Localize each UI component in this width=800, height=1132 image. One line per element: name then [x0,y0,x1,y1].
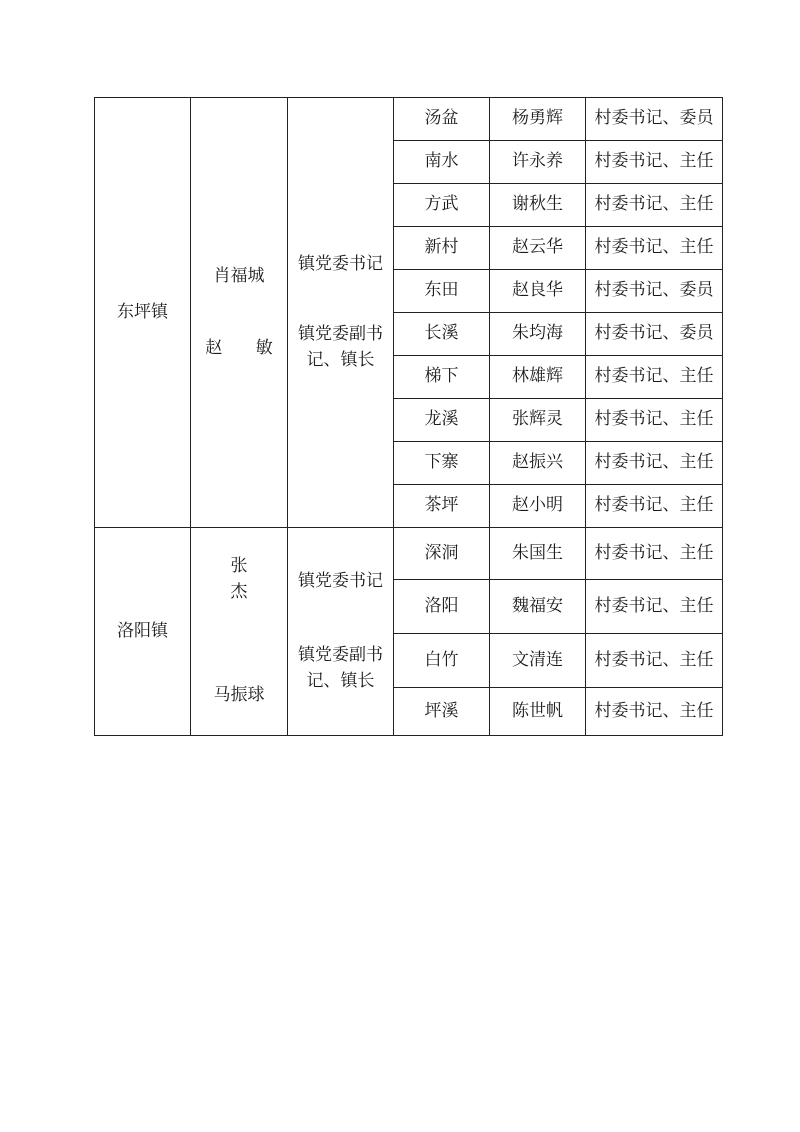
leader-title: 镇党委书记 [298,570,383,591]
role-cell: 村委书记、主任 [586,356,723,399]
person-cell: 赵振兴 [490,442,586,485]
role-cell: 村委书记、主任 [586,141,723,184]
village-cell: 新村 [394,227,490,270]
village-cell: 下寨 [394,442,490,485]
leader-names-cell [191,528,288,736]
table-row [95,98,723,141]
table-row [95,528,723,580]
village-cell: 坪溪 [394,688,490,736]
assignment-table [94,97,723,736]
person-cell: 杨勇辉 [490,98,586,141]
person-cell: 赵良华 [490,270,586,313]
role-cell: 村委书记、主任 [586,184,723,227]
person-cell: 朱国生 [490,528,586,580]
leader-title: 镇党委书记 [298,253,383,274]
role-cell: 村委书记、主任 [586,688,723,736]
role-cell: 村委书记、主任 [586,399,723,442]
person-cell: 谢秋生 [490,184,586,227]
role-cell: 村委书记、主任 [586,580,723,634]
town-name-cell: 洛阳镇 [95,528,191,736]
person-cell: 陈世帆 [490,688,586,736]
village-cell: 方武 [394,184,490,227]
leader-name: 张 杰 [230,556,274,602]
person-cell: 林雄辉 [490,356,586,399]
leader-name: 马振球 [213,685,265,706]
person-cell: 文清连 [490,634,586,688]
village-cell: 梯下 [394,356,490,399]
leader-names-cell [191,98,288,528]
person-cell: 朱均海 [490,313,586,356]
village-cell: 白竹 [394,634,490,688]
leader-titles-cell [288,528,394,736]
village-cell: 洛阳 [394,580,490,634]
role-cell: 村委书记、委员 [586,270,723,313]
leader-name: 肖福城 [213,266,265,286]
village-cell: 南水 [394,141,490,184]
town-name-cell: 东坪镇 [95,98,191,528]
person-cell: 张辉灵 [490,399,586,442]
person-cell: 魏福安 [490,580,586,634]
village-cell: 长溪 [394,313,490,356]
leader-title: 镇党委副书记、镇长 [298,645,383,692]
role-cell: 村委书记、主任 [586,485,723,528]
leader-titles-cell [288,98,394,528]
leader-title: 镇党委副书记、镇长 [298,324,383,371]
role-cell: 村委书记、主任 [586,442,723,485]
role-cell: 村委书记、主任 [586,227,723,270]
role-cell: 村委书记、委员 [586,98,723,141]
person-cell: 赵小明 [490,485,586,528]
village-cell: 茶坪 [394,485,490,528]
role-cell: 村委书记、主任 [586,528,723,580]
person-cell: 许永养 [490,141,586,184]
leader-name: 赵 敏 [205,337,287,358]
person-cell: 赵云华 [490,227,586,270]
village-cell: 汤盆 [394,98,490,141]
role-cell: 村委书记、主任 [586,634,723,688]
village-cell: 龙溪 [394,399,490,442]
village-cell: 东田 [394,270,490,313]
village-cell: 深洞 [394,528,490,580]
role-cell: 村委书记、委员 [586,313,723,356]
